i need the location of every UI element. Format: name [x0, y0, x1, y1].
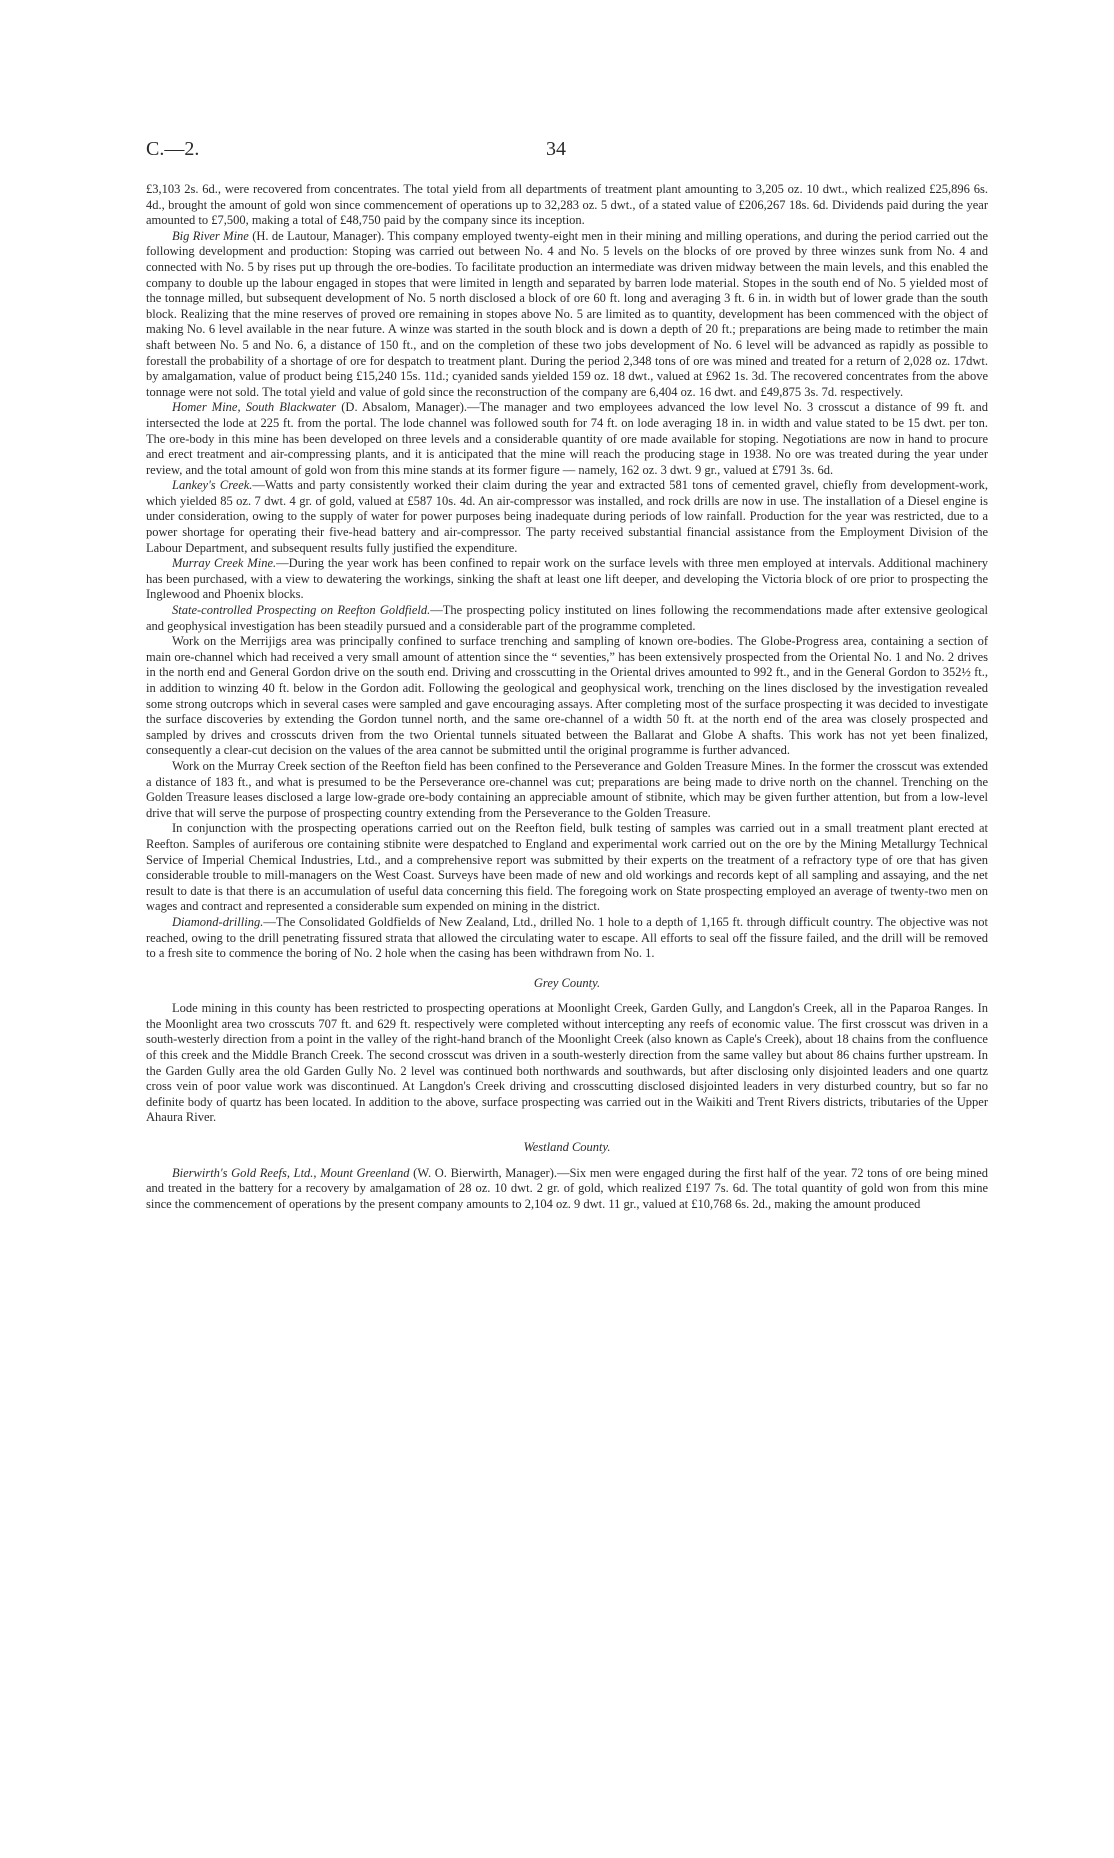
- murray-text: —During the year work has been confined to repair work on the surface levels with three men employed at intervals. Additional machinery has been purchased, with a view to dewatering the workings, sinking the shaft at least one lift deeper, and developing the Victoria block of ore prior to prospecting the Inglewood and Phoenix blocks.: [146, 556, 988, 602]
- paragraph-bierwirth: [146, 1166, 988, 1213]
- paragraph-merrijigs: Work on the Merrijigs area was principally confined to surface trenching and sampling of known ore-bodies. The Globe-Progress area, containing a section of main ore-channel which had received a very small amount of attention since the “ seventies,” has been extensively prospected from the Oriental No. 1 and No. 2 drives in the north end and General Gordon drive on the south end. Driving and crosscutting in the Oriental drives amounted to 992 ft., and in the General Gordon to 352½ ft., in addition to winzing 40 ft. below in the Gordon adit. Following the geological and geophysical work, trenching on the lines disclosed by the investigation revealed some strong outcrops which in several cases were sampled and gave encouraging assays. After completing most of the surface prospecting it was decided to investigate the surface discoveries by extending the Gordon tunnel north, and the same ore-channel of a width 50 ft. at the north end of the area was closely prospected and sampled by drives and crosscuts driven from the two Oriental tunnels situated between the Ballarat and Globe A shafts. This work has not yet been finalized, consequently a clear-cut decision on the values of the area cannot be submitted until the original programme is further advanced.: [146, 634, 988, 758]
- state-text: —The prospecting policy instituted on lines following the recommendations made after extensive geological and geophysical investigation has been steadily pursued and a considerable part of the programme completed.: [146, 603, 988, 633]
- bierwirth-text: (W. O. Bierwirth, Manager).—Six men were engaged during the first half of the year. 72 tons of ore being mined and treated in the battery for a recovery by amalgamation of 28 oz. 10 dwt. 2 gr. of gold, which realized £197 7s. 6d. The total quantity of gold won from this mine since the commencement of operations by the present company amounts to 2,104 oz. 9 dwt. 11 gr., valued at £10,768 6s. 2d., making the amount produced: [146, 1165, 988, 1211]
- paragraph-murray-creek-mine: [146, 556, 988, 603]
- paragraph-state-prospecting: [146, 603, 988, 634]
- paragraph-lankeys-creek: [146, 478, 988, 556]
- big-river-title: Big River Mine: [172, 228, 249, 243]
- paragraph-concentrates: £3,103 2s. 6d., were recovered from concentrates. The total yield from all departments of treatment plant amounting to 3,205 oz. 10 dwt., which realized £25,896 6s. 4d., brought the amount of gold won since commencement of operations up to 32,283 oz. 5 dwt., of a stated value of £206,267 18s. 6d. Dividends paid during the year amounted to £7,500, making a total of £48,750 paid by the company since its inception.: [146, 182, 988, 228]
- page-header: [146, 138, 988, 168]
- paragraph-bulk-testing: In conjunction with the prospecting operations carried out on the Reefton field, bulk testing of samples was carried out in a small treatment plant erected at Reefton. Samples of auriferous ore containing stibnite were despatched to England and experimental work carried out on the ore by the Mining Metallurgy Technical Service of Imperial Chemical Industries, Ltd., and a comprehensive report was submitted by their experts on the treatment of a refractory type of ore that has given considerable trouble to mill-managers on the West Coast. Surveys have been made of new and old workings and records kept of all sampling and assaying, and the net result to date is that there is an accumulation of useful data concerning this field. The foregoing work on State prospecting employed an average of twenty-two men on wages and contract and represented a considerable sum expended on mining in the district.: [146, 821, 988, 914]
- bierwirth-title: Bierwirth's Gold Reefs, Ltd., Mount Greenland: [172, 1165, 410, 1180]
- paragraph-big-river-mine: [146, 229, 988, 401]
- diamond-title: Diamond-drilling.: [172, 914, 264, 929]
- murray-title: Murray Creek Mine.: [172, 556, 277, 571]
- page-body: [146, 182, 988, 1212]
- homer-text: (D. Absalom, Manager).—The manager and two employees advanced the low level No. 3 crosscut a distance of 99 ft. and intersected the lode at 225 ft. from the portal. The lode channel was followed south for 74 ft. on lode averaging 18 in. in width and value stated to be 15 dwt. per ton. The ore-body in this mine has been developed on three levels and a considerable quantity of ore made available for stoping. Negotiations are now in hand to procure and erect treatment and air-compressing plants, and it is anticipated that the mine will reach the producing stage in 1938. No ore was treated during the year under review, and the total amount of gold won from this mine stands at its former figure — namely, 162 oz. 3 dwt. 9 gr., valued at £791 3s. 6d.: [146, 400, 988, 477]
- homer-title: Homer Mine, South Blackwater: [172, 400, 337, 415]
- lankey-title: Lankey's Creek.: [172, 478, 253, 493]
- big-river-text: (H. de Lautour, Manager). This company employed twenty-eight men in their mining and milling operations, and during the period carried out the following development and production: Stoping was carried out between No. 4 and No. 5 levels on the blocks of ore proved by three winzes sunk from No. 4 and connected with No. 5 by rises put up through the ore-bodies. To facilitate production an intermediate was driven midway between the main levels, and this enabled the company to double up the labour engaged in stopes that were limited in length and separated by barren lode material. Stopes in the south end of No. 5 yielded most of the tonnage milled, but subsequent development of No. 5 north disclosed a block of ore 60 ft. long and averaging 3 ft. 6 in. in width but of lower grade than the south block. Realizing that the mine reserves of proved ore remaining in stopes above No. 5 are limited as to quantity, development has been commenced with the object of making No. 6 level available in the near future. A winze was started in the south block and is down a depth of 20 ft.; preparations are being made to retimber the main shaft between No. 5 and No. 6, a distance of 150 ft., and on the completion of these two jobs development of No. 6 level will be advanced as rapidly as possible to forestall the probability of a shortage of ore for despatch to treatment plant. During the period 2,348 tons of ore was mined and treated for a return of 2,028 oz. 17dwt. by amalgamation, value of product being £15,240 15s. 11d.; cyanided sands yielded 159 oz. 18 dwt., valued at £962 1s. 3d. The recovered concentrates from the above tonnage were not sold. The total yield and value of gold since the reconstruction of the company are 6,404 oz. 16 dwt. and £49,875 3s. 7d. respectively.: [146, 228, 988, 399]
- paragraph-grey-county: Lode mining in this county has been restricted to prospecting operations at Moonlight Creek, Garden Gully, and Langdon's Creek, all in the Paparoa Ranges. In the Moonlight area two crosscuts 707 ft. and 629 ft. respectively were completed without intercepting any reefs of economic value. The first crosscut was driven in a south-westerly direction from a point in the valley of the right-hand branch of the Moonlight Creek (also known as Caple's Creek), about 18 chains from the confluence of this creek and the Middle Branch Creek. The second crosscut was driven in a south-westerly direction from the same valley but about 86 chains further upstream. In the Garden Gully area the old Garden Gully No. 2 level was continued both northwards and southwards, but after disclosing only disjointed leaders and one quartz cross vein of poor value work was discontinued. At Langdon's Creek driving and crosscutting disclosed disjointed leaders in very disturbed country, but so far no definite body of quartz has been located. In addition to the above, surface prospecting was carried out in the Waikiti and Trent Rivers districts, tributaries of the Upper Ahaura River.: [146, 1001, 988, 1125]
- document-reference: C.—2.: [146, 138, 200, 160]
- lankey-text: —Watts and party consistently worked their claim during the year and extracted 581 tons of cemented gravel, chiefly from development-work, which yielded 85 oz. 7 dwt. 4 gr. of gold, valued at £587 10s. 4d. An air-compressor was installed, and rock drills are now in use. The installation of a Diesel engine is under consideration, owing to the supply of water for power purposes being inadequate during periods of low rainfall. Production for the year was restricted, due to a power shortage for operating their five-head battery and air-compressor. The party received substantial financial assistance from the Employment Division of the Labour Department, and subsequent results fully justified the expenditure.: [146, 478, 988, 555]
- paragraph-diamond-drilling: [146, 915, 988, 962]
- page-number: 34: [546, 138, 566, 160]
- paragraph-homer-mine: [146, 400, 988, 478]
- heading-westland-county: Westland County.: [523, 1140, 611, 1155]
- paragraph-murray-creek-section: Work on the Murray Creek section of the Reefton field has been confined to the Perseverance and Golden Treasure Mines. In the former the crosscut was extended a distance of 183 ft., and what is presumed to be the Perseverance ore-channel was cut; preparations are being made to drive north on the channel. Trenching on the Golden Treasure leases disclosed a large low-grade ore-body containing an appreciable amount of stibnite, which may be given further attention, but from a low-level drive that will serve the purpose of prospecting country extending from the Perseverance to the Golden Treasure.: [146, 758, 988, 820]
- state-title: State-controlled Prospecting on Reefton Goldfield.: [172, 603, 431, 618]
- heading-grey-county: Grey County.: [533, 975, 601, 990]
- diamond-text: —The Consolidated Goldfields of New Zealand, Ltd., drilled No. 1 hole to a depth of 1,165 ft. through difficult country. The objective was not reached, owing to the drill penetrating fissured strata that allowed the circulating water to escape. All efforts to seal off the fissure failed, and the drill will be removed to a fresh site to commence the boring of No. 2 hole when the casing has been withdrawn from No. 1.: [146, 914, 988, 961]
